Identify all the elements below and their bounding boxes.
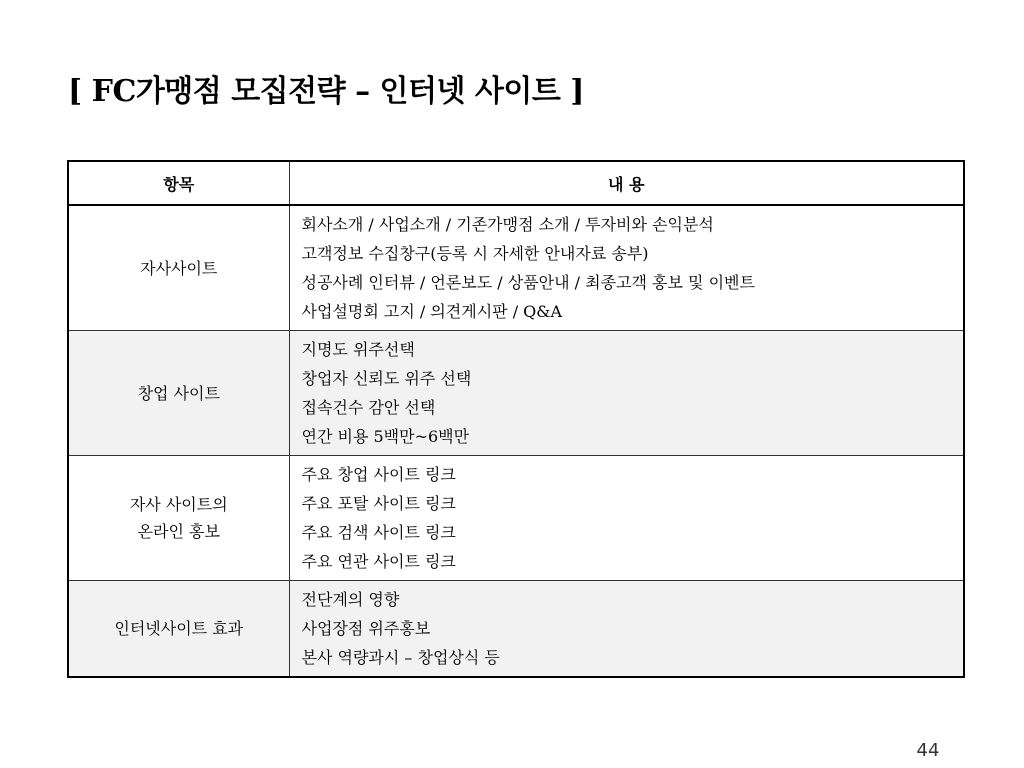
item-label: 인터넷사이트 효과: [114, 619, 244, 638]
item-cell: [68, 331, 289, 456]
header-content: 내 용: [289, 161, 964, 205]
content-line: 성공사례 인터뷰 / 언론보도 / 상품안내 / 최종고객 홍보 및 이벤트: [301, 273, 755, 292]
header-item: 항목: [68, 161, 289, 205]
table-row: [68, 581, 964, 678]
content-line: 주요 연관 사이트 링크: [301, 552, 456, 571]
content-cell: [289, 205, 964, 331]
item-cell: [68, 205, 289, 331]
content-line: 접속건수 감안 선택: [301, 398, 436, 417]
content-line: 전단계의 영향: [301, 590, 400, 609]
table-header-row: [68, 161, 964, 205]
table-row: [68, 205, 964, 331]
content-line: 사업장점 위주홍보: [301, 619, 431, 638]
item-cell: [68, 581, 289, 678]
content-line: 주요 창업 사이트 링크: [301, 465, 456, 484]
item-label: 온라인 홍보: [137, 522, 220, 541]
content-line: 사업설명회 고지 / 의견게시판 / Q&A: [301, 302, 563, 321]
content-line: 회사소개 / 사업소개 / 기존가맹점 소개 / 투자비와 손익분석: [301, 215, 714, 234]
item-label: 자사사이트: [140, 258, 218, 278]
item-label: 자사 사이트의: [129, 495, 228, 514]
content-line: 고객정보 수집창구(등록 시 자세한 안내자료 송부): [301, 244, 649, 263]
content-cell: [289, 581, 964, 678]
slide-title: [ FC가맹점 모집전략 – 인터넷 사이트 ]: [68, 74, 584, 109]
content-line: 창업자 신뢰도 위주 선택: [301, 369, 472, 388]
content-line: 본사 역량과시 – 창업상식 등: [301, 648, 500, 667]
content-line: 지명도 위주선택: [301, 340, 415, 359]
page-number: 44: [916, 740, 940, 761]
content-cell: [289, 331, 964, 456]
content-cell: [289, 456, 964, 581]
strategy-table: [67, 160, 965, 678]
content-line: 연간 비용 5백만~6백만: [301, 427, 470, 446]
table-row: [68, 331, 964, 456]
item-label: 창업 사이트: [137, 383, 220, 403]
content-line: 주요 포탈 사이트 링크: [301, 494, 456, 513]
item-cell: [68, 456, 289, 581]
content-line: 주요 검색 사이트 링크: [301, 523, 456, 542]
table-row: [68, 456, 964, 581]
